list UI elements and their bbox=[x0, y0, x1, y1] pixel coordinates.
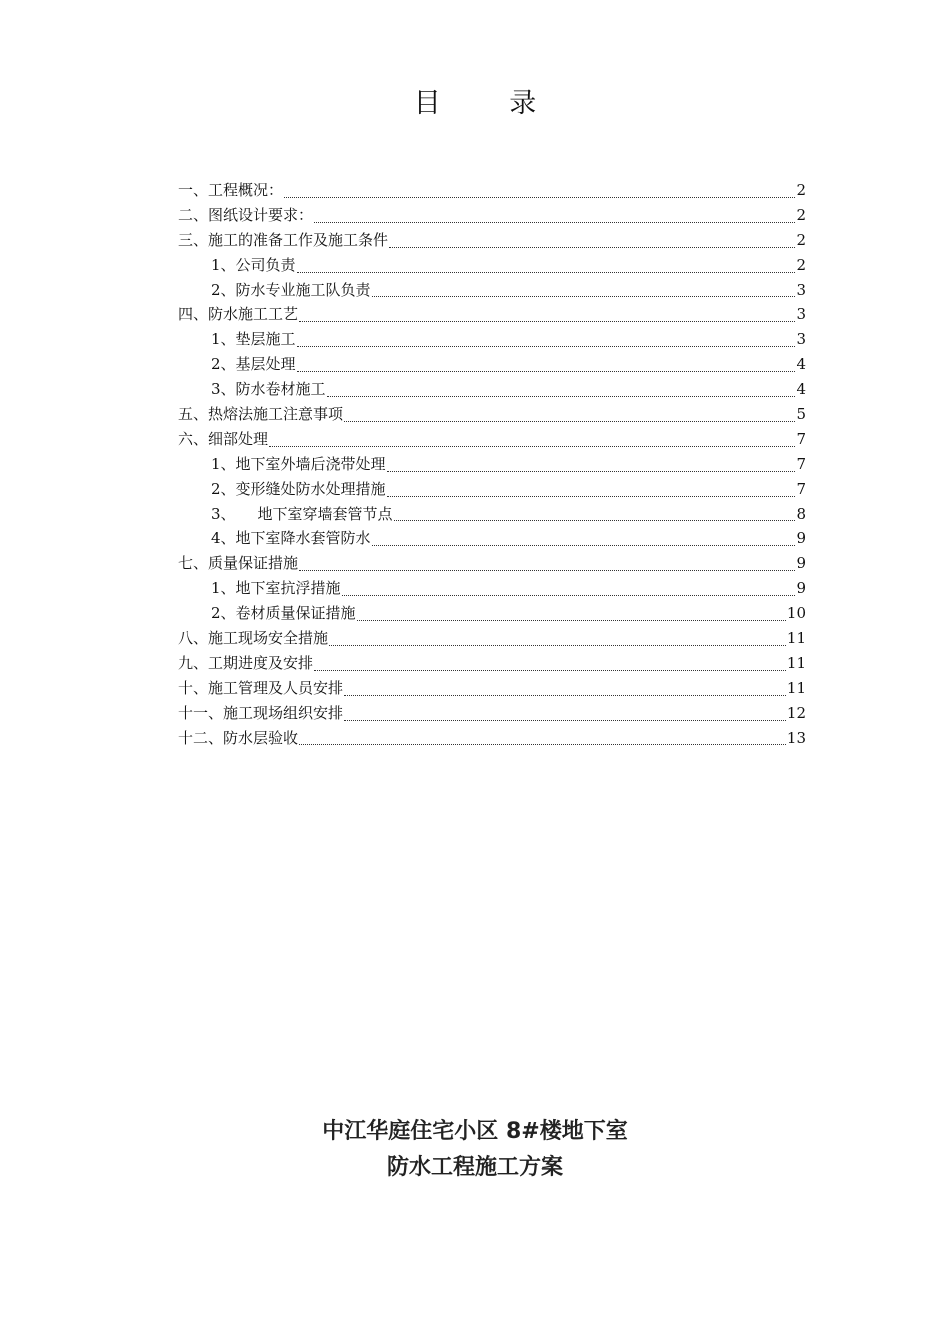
toc-entry-label: 1、垫层施工 bbox=[211, 330, 296, 349]
toc-leader-dots bbox=[297, 346, 796, 347]
toc-entry-page: 2 bbox=[796, 205, 806, 224]
toc-entry-label: 二、图纸设计要求： bbox=[178, 205, 314, 224]
toc-leader-dots bbox=[372, 296, 796, 297]
toc-leader-dots bbox=[342, 595, 796, 596]
toc-entry-label: 2、基层处理 bbox=[211, 355, 296, 374]
toc-entry[interactable] bbox=[178, 701, 806, 726]
toc-entry[interactable] bbox=[178, 203, 806, 228]
toc-entry[interactable] bbox=[178, 427, 806, 452]
toc-leader-dots bbox=[327, 396, 796, 397]
toc-entry-page: 5 bbox=[796, 405, 806, 424]
toc-leader-dots bbox=[269, 446, 795, 447]
toc-entry-label: 1、公司负责 bbox=[211, 255, 296, 274]
toc-subentry[interactable] bbox=[178, 352, 806, 377]
toc-entry-page: 4 bbox=[796, 355, 806, 374]
toc-entry-page: 9 bbox=[796, 579, 806, 598]
toc-entry-label: 地下室穿墙套管节点 bbox=[257, 504, 393, 523]
toc-subentry[interactable] bbox=[178, 253, 806, 278]
toc-leader-dots bbox=[344, 695, 786, 696]
toc-entry-page: 3 bbox=[796, 280, 806, 299]
toc-entry-page: 13 bbox=[786, 728, 806, 747]
document-title: 防水工程施工方案 bbox=[386, 1155, 563, 1180]
toc-entry-page: 10 bbox=[786, 604, 806, 623]
toc-subentry[interactable] bbox=[178, 502, 806, 527]
toc-leader-dots bbox=[329, 645, 786, 646]
toc-entry[interactable] bbox=[178, 651, 806, 676]
toc-entry-page: 2 bbox=[796, 255, 806, 274]
toc-entry-label: 1、地下室抗浮措施 bbox=[211, 579, 341, 598]
toc-entry-label: 五、热熔法施工注意事项 bbox=[178, 405, 344, 424]
project-name: 中江华庭住宅小区 8#楼地下室 bbox=[322, 1119, 628, 1144]
toc-entry-label: 十一、施工现场组织安排 bbox=[178, 703, 344, 722]
toc-entry-page: 9 bbox=[796, 529, 806, 548]
toc-entry[interactable] bbox=[178, 228, 806, 253]
toc-leader-dots bbox=[389, 247, 795, 248]
cover-heading bbox=[0, 1114, 950, 1186]
toc-entry-label: 2、变形缝处防水处理措施 bbox=[211, 479, 386, 498]
toc-entry-label: 六、细部处理 bbox=[178, 429, 269, 448]
toc-entry-number: 3、 bbox=[211, 504, 236, 523]
table-of-contents bbox=[178, 178, 806, 750]
toc-subentry[interactable] bbox=[178, 477, 806, 502]
toc-entry-page: 7 bbox=[796, 429, 806, 448]
toc-subentry[interactable] bbox=[178, 526, 806, 551]
toc-subentry[interactable] bbox=[178, 601, 806, 626]
toc-entry[interactable] bbox=[178, 178, 806, 203]
toc-leader-dots bbox=[387, 471, 796, 472]
toc-title: 目 录 bbox=[413, 88, 567, 119]
toc-subentry[interactable] bbox=[178, 452, 806, 477]
toc-entry-page: 12 bbox=[786, 703, 806, 722]
toc-leader-dots bbox=[299, 570, 795, 571]
toc-entry-page: 8 bbox=[796, 504, 806, 523]
toc-entry-page: 11 bbox=[786, 629, 806, 648]
toc-leader-dots bbox=[284, 197, 795, 198]
toc-entry-label: 三、施工的准备工作及施工条件 bbox=[178, 230, 389, 249]
toc-entry-page: 4 bbox=[796, 380, 806, 399]
toc-entry-label: 十、施工管理及人员安排 bbox=[178, 678, 344, 697]
toc-entry[interactable] bbox=[178, 551, 806, 576]
toc-entry-page: 11 bbox=[786, 653, 806, 672]
toc-entry-label: 2、卷材质量保证措施 bbox=[211, 604, 356, 623]
toc-entry-label: 四、防水施工工艺 bbox=[178, 305, 299, 324]
toc-entry-label: 1、地下室外墙后浇带处理 bbox=[211, 454, 386, 473]
toc-entry-label: 4、地下室降水套管防水 bbox=[211, 529, 371, 548]
toc-entry-label: 一、工程概况： bbox=[178, 181, 284, 199]
toc-entry-label: 十二、防水层验收 bbox=[178, 728, 299, 747]
toc-entry-page: 7 bbox=[796, 454, 806, 473]
toc-leader-dots bbox=[297, 272, 796, 273]
toc-entry-label-group bbox=[211, 502, 393, 527]
toc-entry-page: 11 bbox=[786, 678, 806, 697]
toc-entry-label: 2、防水专业施工队负责 bbox=[211, 280, 371, 299]
toc-entry[interactable] bbox=[178, 726, 806, 751]
toc-entry-page: 3 bbox=[796, 305, 806, 324]
toc-entry-page: 3 bbox=[796, 330, 806, 349]
toc-leader-dots bbox=[299, 744, 786, 745]
toc-subentry[interactable] bbox=[178, 327, 806, 352]
toc-leader-dots bbox=[297, 371, 796, 372]
toc-subentry[interactable] bbox=[178, 576, 806, 601]
toc-entry-page: 2 bbox=[796, 181, 806, 199]
toc-leader-dots bbox=[344, 421, 795, 422]
toc-leader-dots bbox=[394, 520, 796, 521]
toc-leader-dots bbox=[387, 496, 796, 497]
toc-entry-page: 9 bbox=[796, 554, 806, 573]
toc-entry-label: 3、防水卷材施工 bbox=[211, 380, 326, 399]
toc-entry[interactable] bbox=[178, 676, 806, 701]
toc-leader-dots bbox=[299, 321, 795, 322]
toc-leader-dots bbox=[372, 545, 796, 546]
toc-leader-dots bbox=[314, 222, 795, 223]
toc-entry-label: 七、质量保证措施 bbox=[178, 554, 299, 573]
toc-leader-dots bbox=[314, 670, 786, 671]
toc-subentry[interactable] bbox=[178, 278, 806, 303]
toc-entry[interactable] bbox=[178, 402, 806, 427]
toc-entry-page: 2 bbox=[796, 230, 806, 249]
toc-entry-label: 八、施工现场安全措施 bbox=[178, 629, 329, 648]
toc-entry-label: 九、工期进度及安排 bbox=[178, 653, 314, 672]
toc-entry[interactable] bbox=[178, 626, 806, 651]
toc-subentry[interactable] bbox=[178, 377, 806, 402]
toc-entry[interactable] bbox=[178, 302, 806, 327]
toc-leader-dots bbox=[357, 620, 786, 621]
toc-leader-dots bbox=[344, 720, 786, 721]
toc-entry-page: 7 bbox=[796, 479, 806, 498]
